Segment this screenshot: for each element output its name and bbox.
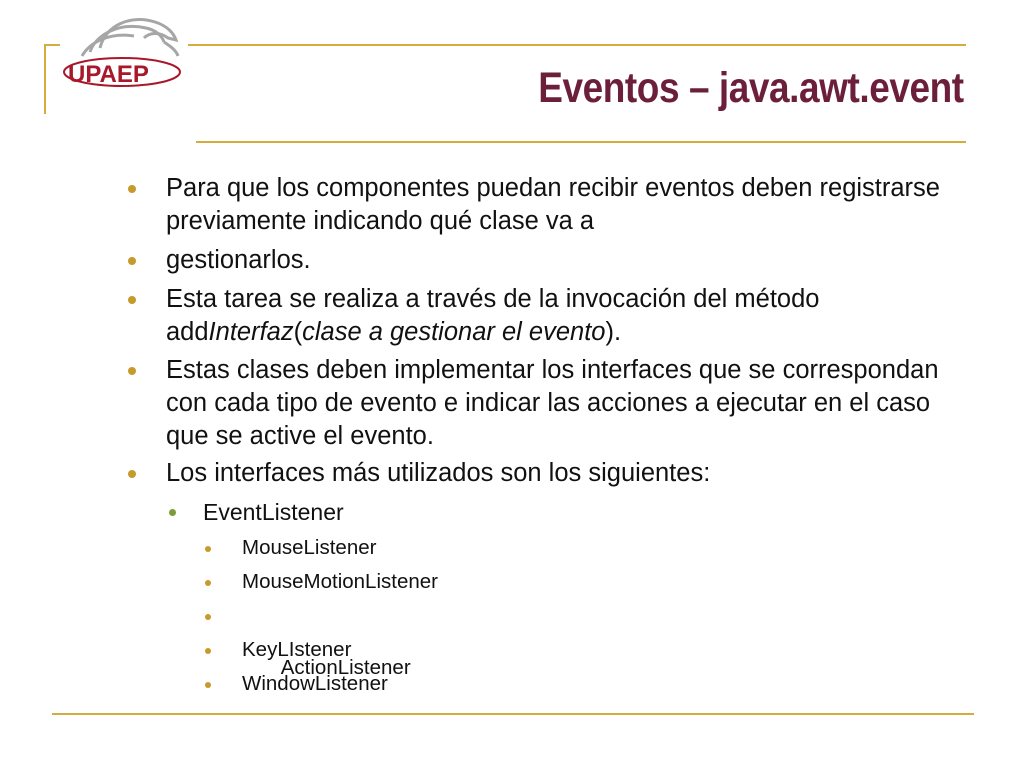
bullet-text: Los interfaces más utilizados son los siguientes: [166,459,711,487]
left-rule [44,44,46,114]
slide-title: Eventos – java.awt.event [538,64,964,112]
bullet-text: ). [605,318,622,346]
bullet-italic: clase a gestionar el evento [302,318,606,346]
bullet-item [166,283,956,349]
upaep-logo [60,8,188,98]
bullet-item [166,172,956,238]
sub-sub-bullet-text: MouseMotionListener [242,570,438,593]
bullet-icon [128,185,136,193]
sub-sub-bullet-icon [205,648,211,654]
bullet-text: gestionarlos. [166,246,311,274]
bullet-icon [128,257,136,265]
bullet-item [166,457,956,490]
svg-text:UPAEP: UPAEP [68,61,149,88]
sub-sub-bullet-text: WindowListener [242,672,388,695]
sub-bullet-text: EventListener [203,499,344,525]
sub-sub-bullet-item [242,569,438,595]
sub-bullet-icon [169,509,176,516]
bullet-item [166,354,956,453]
sub-sub-bullet-text: MouseListener [242,536,377,559]
bullet-text: Esta tarea se realiza a través de la invocación del método add [166,285,820,346]
bullet-text: Estas clases deben implementar los interfaces que se correspondan con cada tipo de evento e indicar las acciones a ejecutar en el caso que se active el evento. [166,356,939,450]
sub-sub-bullet-text: ActionListener [276,656,411,679]
bullet-italic: Interfaz [208,318,294,346]
sub-sub-bullet-text: KeyLIstener [242,638,352,661]
eagle-head-icon [60,8,188,98]
sub-sub-bullet-icon [205,614,211,620]
sub-sub-bullet-item [242,535,376,561]
bullet-icon [128,296,136,304]
sub-sub-bullet-item [242,637,351,663]
title-rule [196,141,966,143]
sub-sub-bullet-item [242,671,388,697]
bottom-rule [52,713,974,715]
bullet-icon [128,367,136,375]
sub-sub-bullet-icon [205,682,211,688]
sub-sub-bullet-icon [205,546,211,552]
sub-bullet-item [203,498,344,526]
bullet-icon [128,470,136,478]
bullet-text: Para que los componentes puedan recibir eventos deben registrarse previamente indicando qué clase va a [166,174,940,235]
bullet-item [166,244,956,277]
sub-sub-bullet-icon [205,580,211,586]
bullet-text: ( [293,318,303,346]
